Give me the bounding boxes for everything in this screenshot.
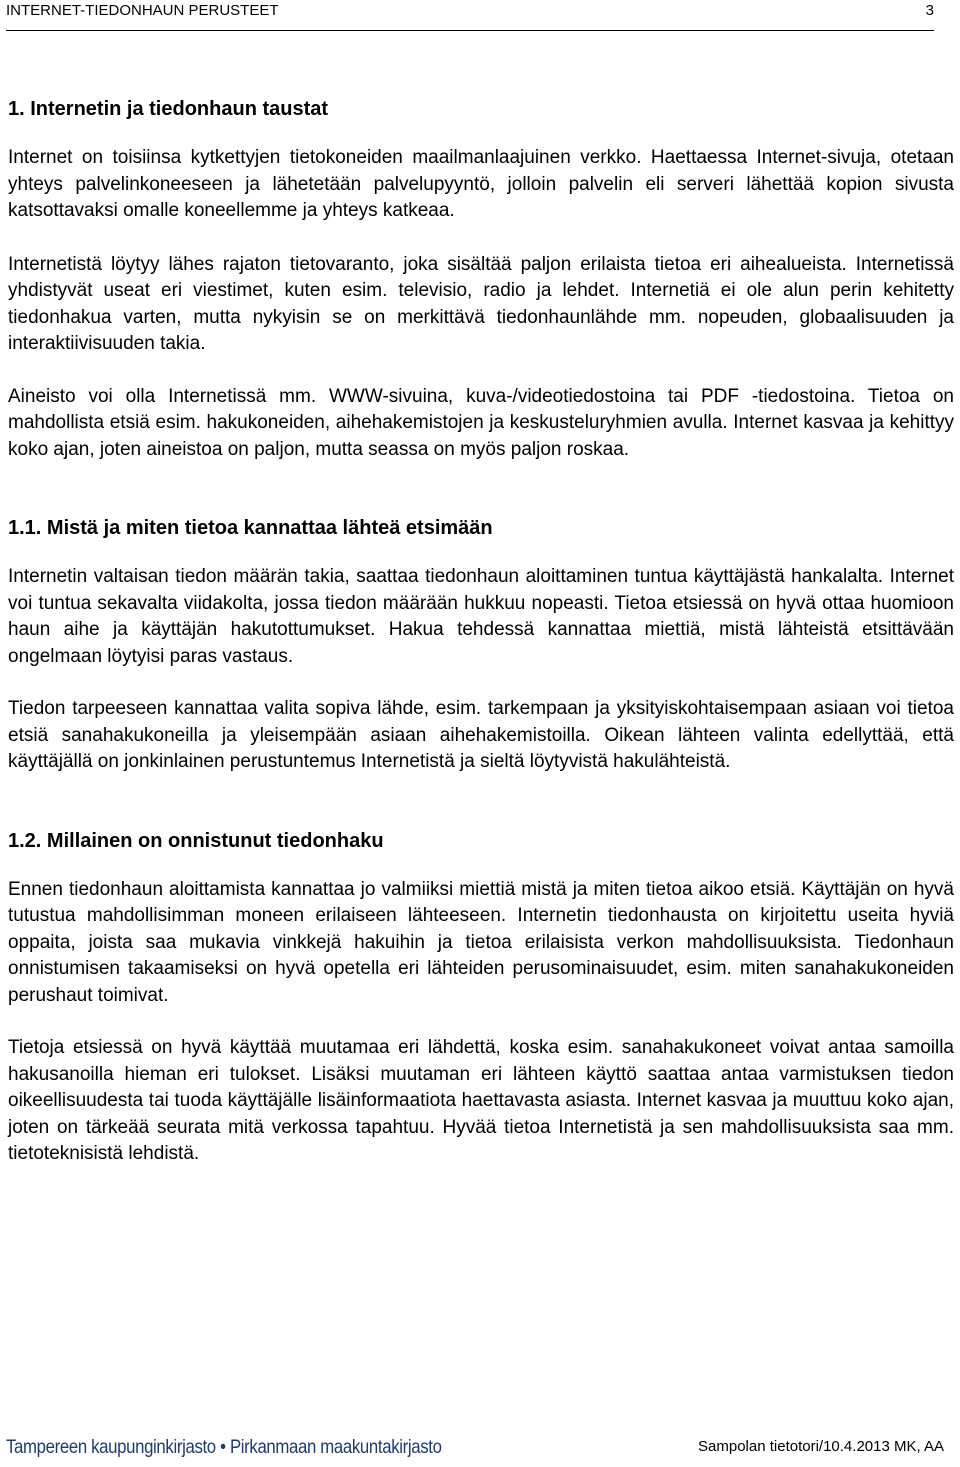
paragraph: Internet on toisiinsa kytkettyjen tietokoneiden maailmanlaajuinen verkko. Haettaessa Internet-sivuja, otetaan yhteys palvelinkoneeseen ja lähetetään palvelupyyntö, jolloin palvelin eli serveri lähettää kopion sivusta katsottavaksi omalle koneellemme ja yhteys katkeaa. [8, 147, 954, 221]
paragraph: Internetistä löytyy lähes rajaton tietovaranto, joka sisältää paljon erilaista tietoa eri aihealueista. Internetissä yhdistyvät useat eri viestimet, kuten esim. televisio, radio ja lehdet. Internetiä ei ole alun perin kehitetty tiedonhakua varten, mutta nykyisin se on merkittävä tiedonhaunlähde mm. nopeuden, globaalisuuden ja interaktiivisuuden takia. [8, 253, 954, 354]
paragraph: Tiedon tarpeeseen kannattaa valita sopiva lähde, esim. tarkempaan ja yksityiskohtaisempaan asiaan voi tietoa etsiä sanahakukoneilla ja yleisempään asiaan aihehakemistoilla. Oikean lähteen valinta edellyttää, että käyttäjällä on jonkinlainen perustuntemus Internetistä ja sieltä löytyvistä hakulähteistä. [8, 698, 954, 772]
paragraph: Ennen tiedonhaun aloittamista kannattaa jo valmiiksi miettiä mistä ja miten tietoa aikoo etsiä. Käyttäjän on hyvä tutustua mahdollisimman moneen erilaiseen lähteeseen. Internetin tiedonhausta on kirjoitettu useita hyviä oppaita, joista saa mukavia vinkkejä hakuihin ja tietoa erilaisista verkon mahdollisuuksista. Tiedonhaun onnistumisen takaamiseksi on hyvä opetella eri lähteiden perusominaisuudet, esim. miten sanahakukoneiden perushaut toimivat. [8, 878, 954, 1006]
section-heading-1: 1. Internetin ja tiedonhaun taustat [8, 98, 329, 120]
section-heading-1-2: 1.2. Millainen on onnistunut tiedonhaku [8, 829, 384, 852]
section-heading-1-1: 1.1. Mistä ja miten tietoa kannattaa lähteä etsimään [8, 517, 493, 539]
footer-credit: Sampolan tietotori/10.4.2013 MK, AA [698, 1438, 944, 1455]
page-number: 3 [925, 2, 934, 19]
document-body [8, 96, 954, 1168]
paragraph: Aineisto voi olla Internetissä mm. WWW-sivuina, kuva-/videotiedostoina tai PDF -tiedostoina. Tietoa on mahdollista etsiä esim. hakukoneiden, aihehakemistojen ja keskusteluryhmien avulla. Internet kasvaa ja kehittyy koko ajan, joten aineistoa on paljon, mutta seassa on myös paljon roskaa. [8, 385, 954, 460]
document-title: INTERNET-TIEDONHAUN PERUSTEET [6, 2, 279, 19]
library-logo-text: Tampereen kaupunginkirjasto • Pirkanmaan maakuntakirjasto [6, 1436, 442, 1458]
paragraph: Tietoja etsiessä on hyvä käyttää muutamaa eri lähdettä, koska esim. sanahakukoneet voivat antaa samoilla hakusanoilla hieman eri tulokset. Lisäksi muutaman eri lähteen käyttö saattaa antaa varmistuksen tiedon oikeellisuudesta tai tuoda käyttäjälle lisäinformaatiota haettavasta asiasta. Internet kasvaa ja muuttuu koko ajan, joten on tärkeää seurata mitä verkossa tapahtuu. Hyvää tietoa Internetistä ja sen mahdollisuuksista saa mm. tietoteknisistä lehdistä. [8, 1037, 954, 1164]
page-header [6, 0, 934, 31]
paragraph: Internetin valtaisan tiedon määrän takia, saattaa tiedonhaun aloittaminen tuntua käyttäjästä hankalalta. Internet voi tuntua sekavalta viidakolta, jossa tiedon määrään hukkuu nopeasti. Tietoa etsiessä on hyvä ottaa huomioon haun aihe ja käyttäjän hakutottumukset. Hakua tehdessä kannattaa miettiä, mistä lähteistä etsittävään ongelmaan löytyisi paras vastaus. [8, 566, 954, 667]
